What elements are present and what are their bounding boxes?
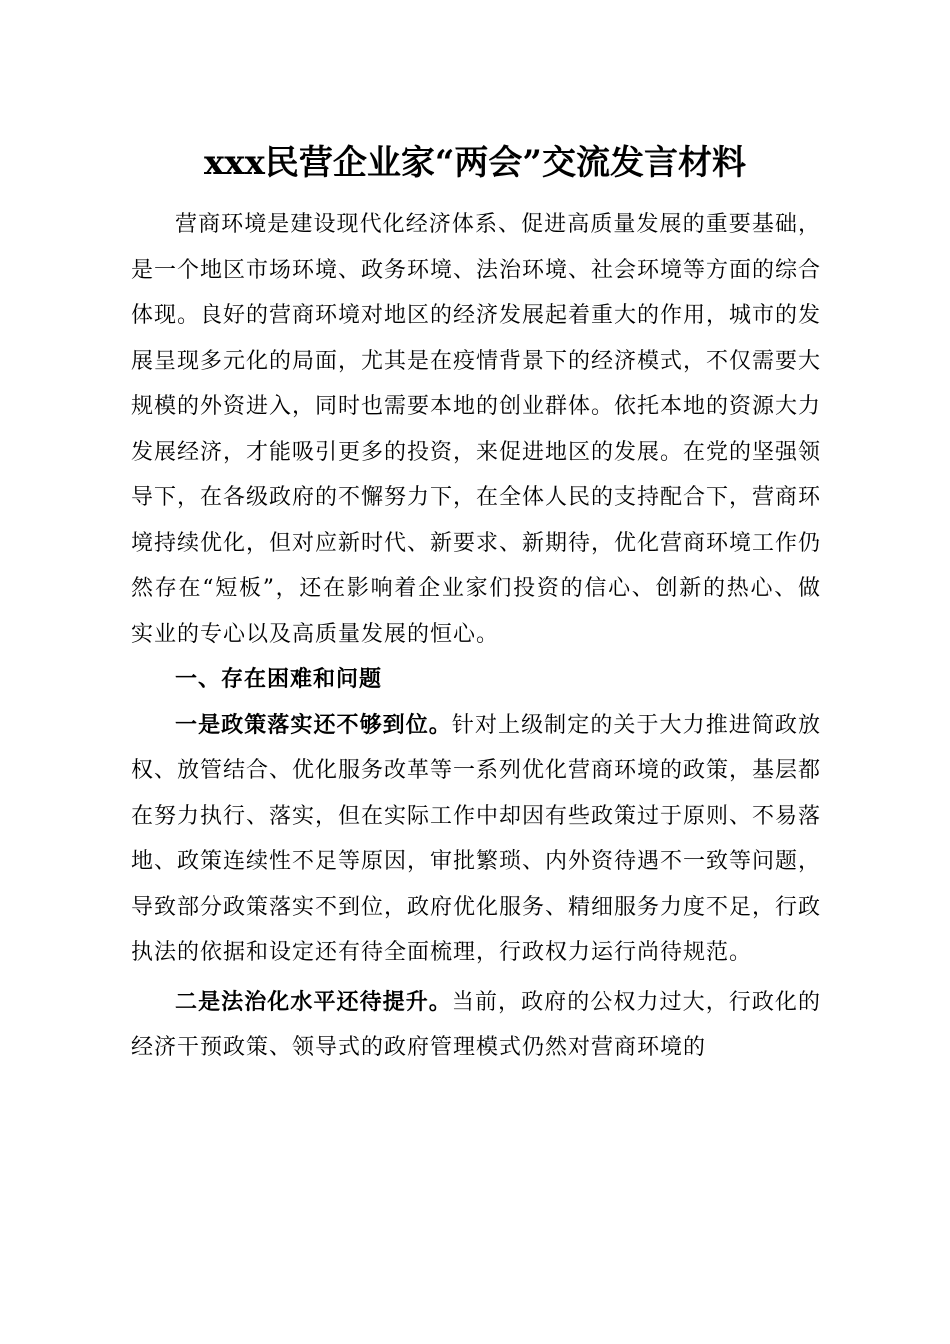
document-title: xxx民营企业家“两会”交流发言材料 — [204, 143, 746, 183]
point-1-text: 针对上级制定的关于大力推进简政放权、放管结合、优化服务改革等一系列优化营商环境的政策，基层都在努力执行、落实，但在实际工作中却因有些政策过于原则、不易落地、政策连续性不足等原因，审批繁琐、内外资待遇不一致等问题，导致部分政策落实不到位，政府优化服务、精细服务力度不足，行政执法的依据和设定还有待全面梳理，行政权力运行尚待规范。 — [131, 712, 822, 965]
point-1-lead: 一是政策落实还不够到位。 — [175, 711, 452, 738]
point-paragraph-2 — [131, 980, 821, 1071]
point-paragraph-1 — [131, 703, 821, 976]
document-body — [131, 202, 821, 1071]
point-2-lead: 二是法治化水平还待提升。 — [175, 988, 452, 1015]
point-2-text: 当前，政府的公权力过大，行政化的经济干预政策、领导式的政府管理模式仍然对营商环境的 — [131, 989, 821, 1060]
section-heading: 一、存在困难和问题 — [175, 667, 383, 692]
intro-paragraph: 营商环境是建设现代化经济体系、促进高质量发展的重要基础，是一个地区市场环境、政务环境、法治环境、社会环境等方面的综合体现。良好的营商环境对地区的经济发展起着重大的作用，城市的发展呈现多元化的局面，尤其是在疫情背景下的经济模式，不仅需要大规模的外资进入，同时也需要本地的创业群体。依托本地的资源大力发展经济，才能吸引更多的投资，来促进地区的发展。在党的坚强领导下，在各级政府的不懈努力下，在全体人民的支持配合下，营商环境持续优化，但对应新时代、新要求、新期待，优化营商环境工作仍然存在“短板”，还在影响着企业家们投资的信心、创新的热心、做实业的专心以及高质量发展的恒心。 — [131, 212, 822, 647]
